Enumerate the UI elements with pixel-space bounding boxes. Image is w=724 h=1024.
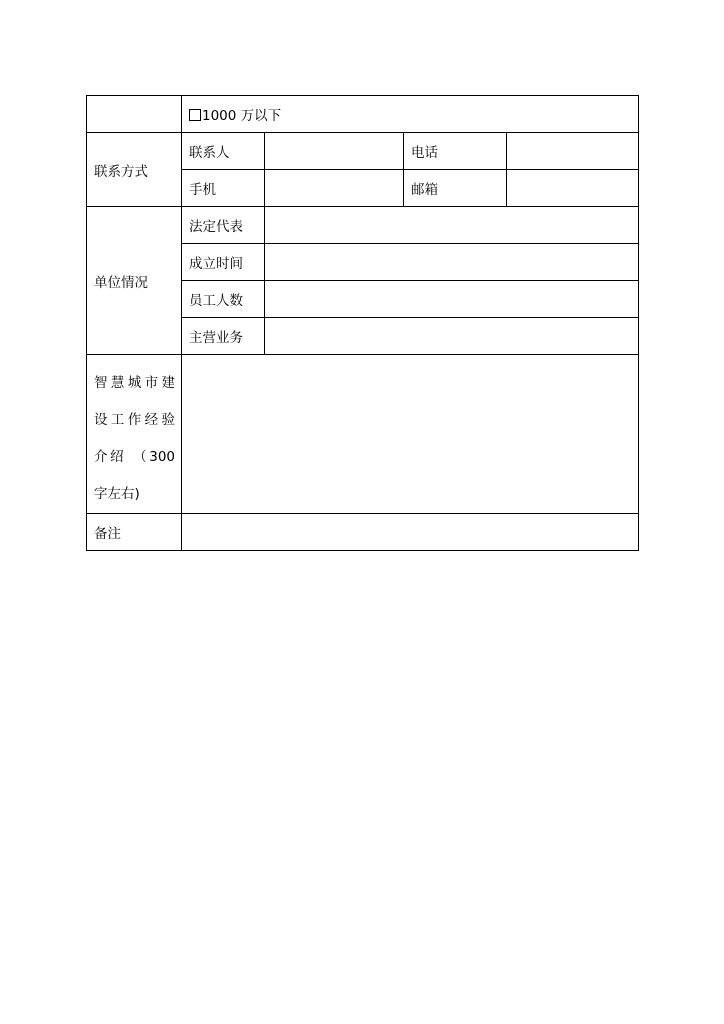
org-row-legal-rep — [87, 207, 639, 244]
phone-field[interactable] — [507, 133, 639, 170]
experience-label — [87, 355, 182, 514]
remarks-row — [87, 514, 639, 551]
experience-label-line: 智慧城市建 — [94, 375, 175, 391]
email-field[interactable] — [507, 170, 639, 207]
org-section-label: 单位情况 — [87, 207, 182, 355]
checkbox-icon[interactable] — [189, 109, 201, 121]
contact-person-label: 联系人 — [182, 133, 265, 170]
experience-label-line: 设工作经验 — [94, 412, 175, 428]
remarks-field[interactable] — [182, 514, 639, 551]
business-label: 主营业务 — [182, 318, 265, 355]
mobile-label: 手机 — [182, 170, 265, 207]
scale-label-cell — [87, 96, 182, 133]
legal-rep-field[interactable] — [265, 207, 639, 244]
scale-option-cell — [182, 96, 639, 133]
phone-label: 电话 — [404, 133, 507, 170]
employees-label: 员工人数 — [182, 281, 265, 318]
business-field[interactable] — [265, 318, 639, 355]
experience-label-line: 介绍 （300 — [94, 449, 175, 465]
experience-field[interactable] — [182, 355, 639, 514]
legal-rep-label: 法定代表 — [182, 207, 265, 244]
founded-label: 成立时间 — [182, 244, 265, 281]
scale-option-text: 1000 万以下 — [202, 108, 282, 124]
remarks-label: 备注 — [87, 514, 182, 551]
experience-label-line: 字左右) — [94, 486, 140, 502]
employees-field[interactable] — [265, 281, 639, 318]
experience-row — [87, 355, 639, 514]
application-form-table — [86, 95, 639, 551]
founded-field[interactable] — [265, 244, 639, 281]
contact-section-label: 联系方式 — [87, 133, 182, 207]
contact-row-1 — [87, 133, 639, 170]
contact-person-field[interactable] — [265, 133, 404, 170]
email-label: 邮箱 — [404, 170, 507, 207]
mobile-field[interactable] — [265, 170, 404, 207]
scale-row — [87, 96, 639, 133]
